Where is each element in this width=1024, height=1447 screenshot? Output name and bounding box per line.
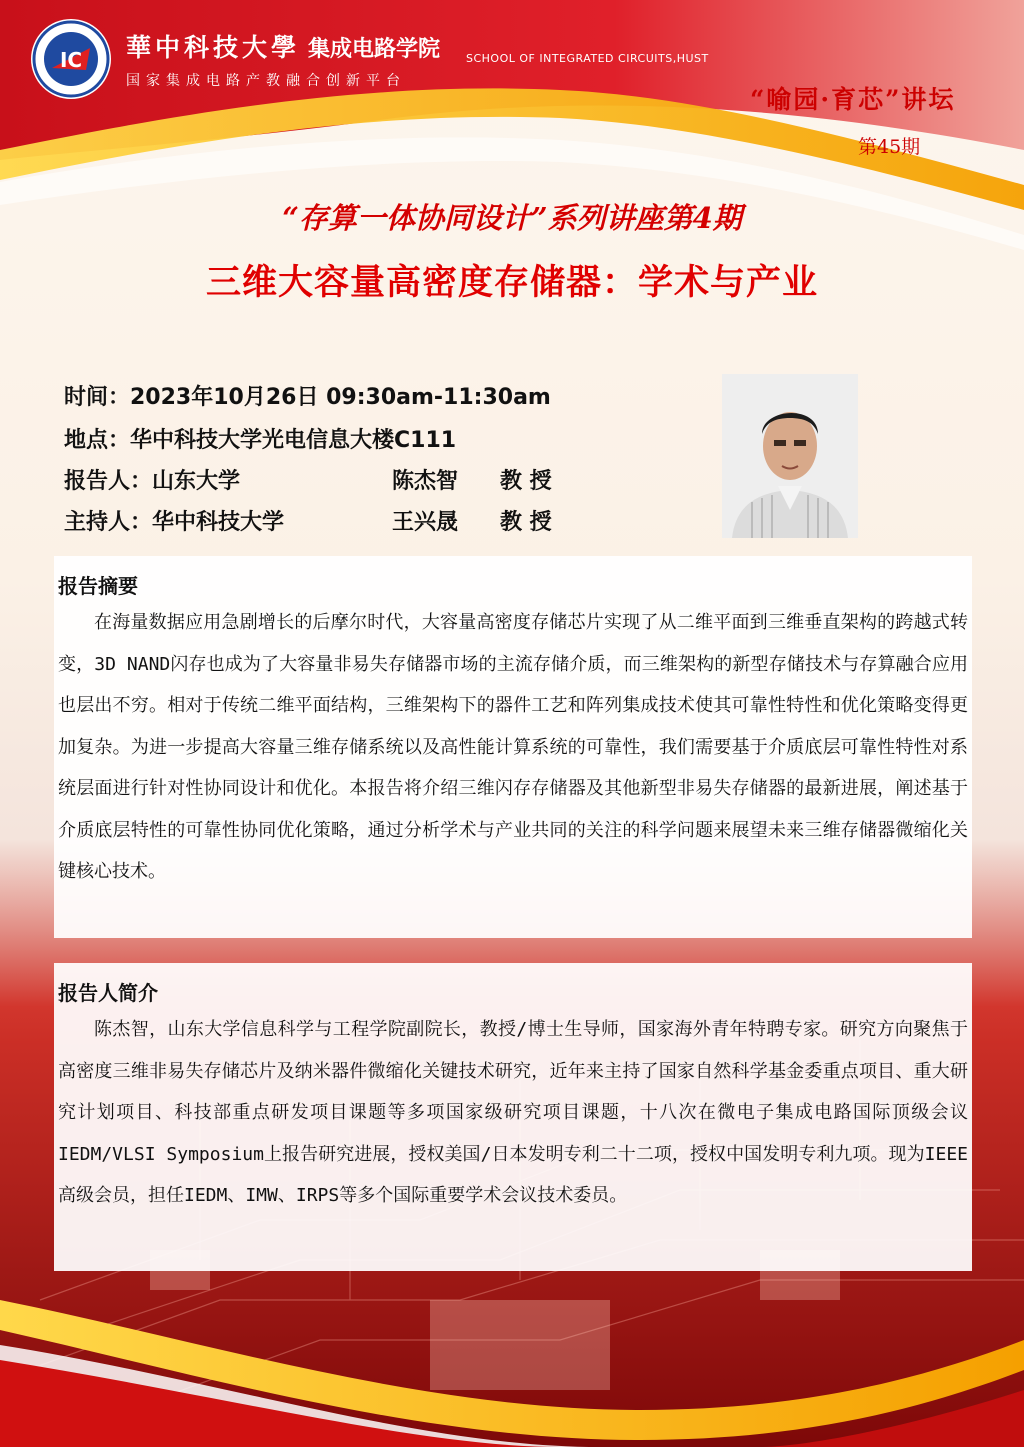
host-label: 主持人：华中科技大学: [64, 510, 285, 535]
university-name: 華中科技大學: [126, 33, 301, 62]
speaker-bio-section: [54, 963, 972, 1271]
forum-name: “喻园·育芯”讲坛: [750, 85, 956, 114]
bio-text: 陈杰智，山东大学信息科学与工程学院副院长，教授/博士生导师，国家海外青年特聘专家。研究方向聚焦于高密度三维非易失存储芯片及纳米器件微缩化关键技术研究，近年来主持了国家自然科学基金委重点项目、重大研究计划项目、科技部重点研发项目课题等多项国家级研究项目课题，十八次在微电子集成电路国际顶级会议IEDM/VLSI Symposium上报告研究进展，授权美国/日本发明专利二十二项，授权中国发明专利九项。现为IEEE高级会员，担任IEDM、IMW、IRPS等多个国际重要学术会议技术委员。: [58, 1019, 968, 1206]
college-name: 集成电路学院: [308, 37, 441, 62]
abstract-heading: 报告摘要: [58, 574, 138, 598]
university-logo: [30, 18, 112, 100]
bio-heading: 报告人简介: [58, 981, 158, 1005]
place: 地点：华中科技大学光电信息大楼C111: [64, 428, 457, 453]
time: 时间：2023年10月26日 09:30am-11:30am: [64, 385, 551, 410]
college-name-english: SCHOOL OF INTEGRATED CIRCUITS,HUST: [466, 52, 709, 65]
speaker-title: 教 授: [500, 469, 552, 494]
issue-number: 第45期: [858, 136, 921, 158]
speaker-photo: [722, 374, 858, 538]
series-title: “存算一体协同设计”系列讲座第4期: [282, 201, 742, 235]
speaker-label: 报告人：山东大学: [64, 469, 241, 494]
host-title: 教 授: [500, 510, 552, 535]
abstract-text: 在海量数据应用急剧增长的后摩尔时代，大容量高密度存储芯片实现了从二维平面到三维垂直架构的跨越式转变，3D NAND闪存也成为了大容量非易失存储器市场的主流存储介质，而三维架构的新型存储技术与存算融合应用也层出不穷。相对于传统二维平面结构，三维架构下的器件工艺和阵列集成技术使其可靠性特性和优化策略变得更加复杂。为进一步提高大容量三维存储系统以及高性能计算系统的可靠性，我们需要基于介质底层可靠性特性对系统层面进行针对性协同设计和优化。本报告将介绍三维闪存存储器及其他新型非易失存储器的最新进展，阐述基于介质底层特性的可靠性协同优化策略，通过分析学术与产业共同的关注的科学问题来展望未来三维存储器微缩化关键核心技术。: [58, 612, 968, 882]
logo-text: IC: [59, 48, 83, 72]
speaker-name: 陈杰智: [392, 469, 459, 494]
platform-name: 国家集成电路产教融合创新平台: [126, 73, 406, 89]
abstract-section: [54, 556, 972, 938]
host-name: 王兴晟: [392, 510, 459, 535]
lecture-title: 三维大容量高密度存储器：学术与产业: [205, 263, 818, 303]
